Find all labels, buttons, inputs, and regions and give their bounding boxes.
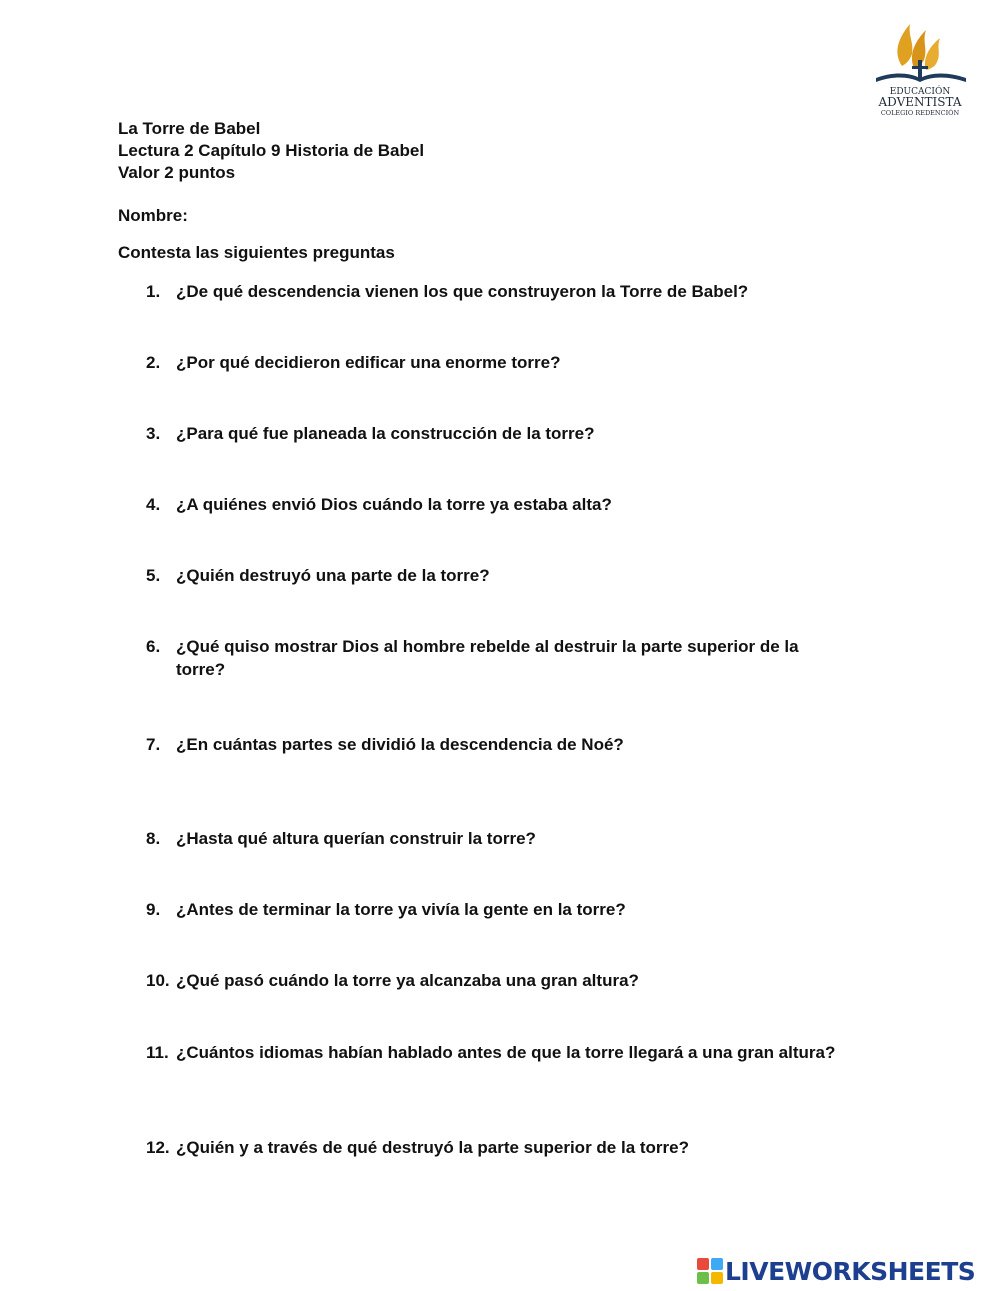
- adventist-flame-book-icon: [862, 16, 980, 118]
- question-item: [146, 733, 846, 756]
- question-number: 8.: [146, 829, 161, 848]
- question-text: ¿Hasta qué altura querían construir la torre?: [176, 829, 536, 848]
- question-number: 12.: [146, 1138, 170, 1157]
- logo-line2: ADVENTISTA: [878, 95, 962, 109]
- question-number: 11.: [146, 1043, 169, 1062]
- question-item: [146, 969, 846, 992]
- question-item: [146, 1041, 846, 1064]
- question-number: 10.: [146, 971, 170, 990]
- question-item: [146, 422, 846, 445]
- question-number: 4.: [146, 495, 161, 514]
- question-text: ¿Por qué decidieron edificar una enorme torre?: [176, 353, 561, 372]
- worksheet-title: La Torre de Babel: [118, 119, 261, 138]
- name-label: Nombre:: [118, 206, 188, 225]
- question-number: 6.: [146, 637, 161, 656]
- question-item: [146, 1136, 846, 1159]
- logo-line1: EDUCACIÓN: [889, 87, 951, 97]
- logo-line3: COLEGIO REDENCIÓN: [880, 109, 960, 117]
- instructions: Contesta las siguientes preguntas: [118, 243, 395, 262]
- question-number: 3.: [146, 424, 161, 443]
- question-number: 5.: [146, 566, 161, 585]
- question-item: [146, 898, 846, 921]
- question-text: ¿Para qué fue planeada la construcción de la torre?: [176, 424, 595, 443]
- question-item: [146, 635, 846, 681]
- question-number: 9.: [146, 900, 161, 919]
- question-number: 2.: [146, 353, 161, 372]
- question-text: ¿En cuántas partes se dividió la descendencia de Noé?: [176, 735, 624, 754]
- school-logo: [862, 16, 980, 118]
- reading-reference: Lectura 2 Capítulo 9 Historia de Babel: [118, 141, 425, 160]
- points-value: Valor 2 puntos: [118, 163, 236, 182]
- worksheet-header: [118, 118, 424, 184]
- question-text: ¿Qué quiso mostrar Dios al hombre rebelde al destruir la parte superior de la torre?: [176, 637, 799, 679]
- watermark-text: LIVEWORKSHEETS: [725, 1256, 976, 1286]
- question-item: [146, 493, 846, 516]
- liveworksheets-watermark: [697, 1256, 993, 1286]
- liveworksheets-logo-icon: [697, 1258, 723, 1284]
- question-text: ¿Antes de terminar la torre ya vivía la gente en la torre?: [176, 900, 626, 919]
- question-item: [146, 351, 846, 374]
- question-item: [146, 564, 846, 587]
- question-text: ¿Quién destruyó una parte de la torre?: [176, 566, 490, 585]
- question-text: ¿A quiénes envió Dios cuándo la torre ya estaba alta?: [176, 495, 612, 514]
- question-number: 7.: [146, 735, 161, 754]
- question-text: ¿Qué pasó cuándo la torre ya alcanzaba una gran altura?: [176, 971, 639, 990]
- question-text: ¿Quién y a través de qué destruyó la parte superior de la torre?: [176, 1138, 689, 1157]
- question-text: ¿De qué descendencia vienen los que construyeron la Torre de Babel?: [176, 282, 749, 301]
- question-number: 1.: [146, 282, 161, 301]
- question-item: [146, 827, 846, 850]
- question-item: [146, 280, 846, 303]
- question-text: ¿Cuántos idiomas habían hablado antes de que la torre llegará a una gran altura?: [176, 1043, 836, 1062]
